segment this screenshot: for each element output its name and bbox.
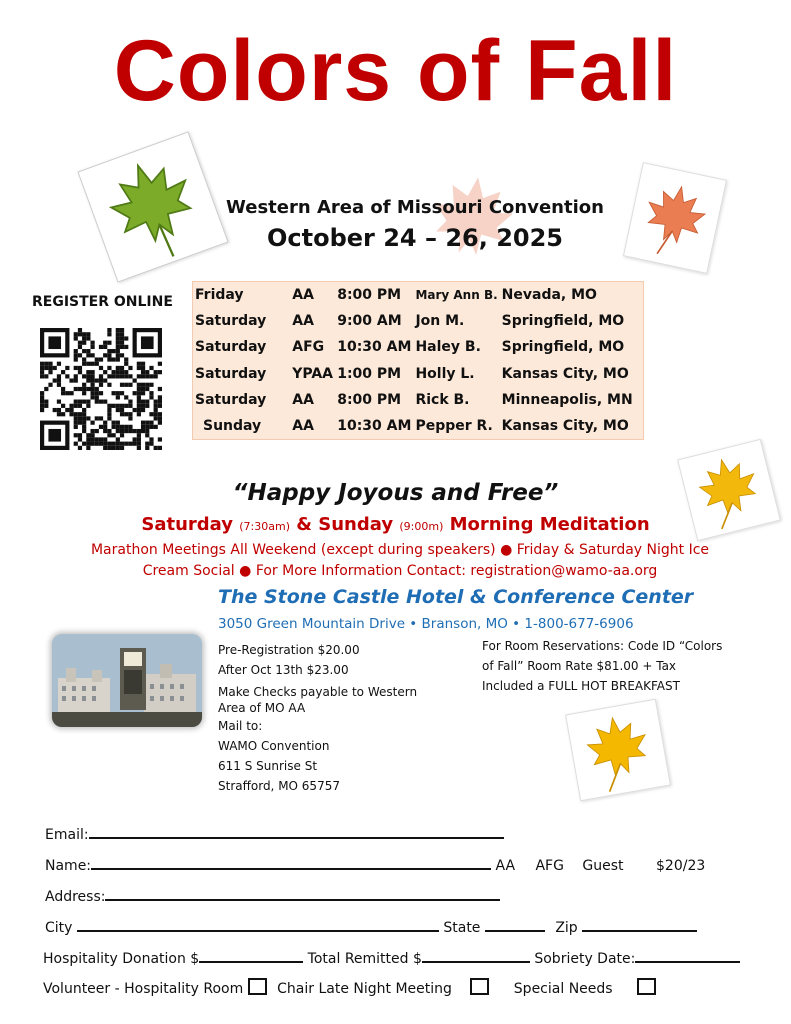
schedule-location: Kansas City, MO	[501, 417, 629, 434]
schedule-group: AFG	[292, 339, 325, 356]
sobriety-date-label: Sobriety Date:	[534, 951, 636, 967]
hospitality-room-checkbox[interactable]	[248, 978, 267, 995]
register-online-label: REGISTER ONLINE	[32, 294, 173, 310]
zip-label: Zip	[555, 920, 578, 936]
hospitality-donation-label: Hospitality Donation $	[43, 951, 200, 967]
schedule-group: YPAA	[292, 365, 334, 382]
schedule-group: AA	[292, 287, 314, 304]
email-field[interactable]	[89, 823, 504, 839]
aa-option[interactable]: AA	[495, 858, 516, 874]
schedule-day: Friday	[195, 287, 244, 304]
schedule-time: 10:30 AM	[337, 417, 412, 434]
meditation-saturday-time: (7:30am)	[239, 520, 291, 533]
schedule-day: Sunday	[203, 417, 262, 434]
schedule-speaker: Holly L.	[415, 365, 475, 382]
state-field[interactable]	[485, 916, 545, 932]
checks-payable-line: Area of MO AA	[218, 701, 306, 715]
schedule-group: AA	[292, 391, 314, 408]
schedule-location: Minneapolis, MN	[501, 391, 633, 408]
hotel-name: The Stone Castle Hotel & Conference Center	[218, 586, 694, 608]
name-field[interactable]	[91, 854, 491, 870]
room-reservation-line: For Room Reservations: Code ID “Colors	[482, 639, 723, 653]
meditation-sunday-time: (9:00m)	[399, 520, 444, 533]
schedule-speaker: Jon M.	[415, 313, 465, 330]
city-field[interactable]	[77, 916, 439, 932]
mail-city: Strafford, MO 65757	[218, 779, 340, 793]
total-remitted-label: Total Remitted $	[307, 951, 422, 967]
convention-dates: October 24 – 26, 2025	[266, 224, 563, 252]
convention-theme: “Happy Joyous and Free”	[232, 480, 559, 506]
chair-meeting-label: Chair Late Night Meeting	[277, 981, 452, 997]
mail-name: WAMO Convention	[218, 739, 330, 753]
late-registration-price: After Oct 13th $23.00	[218, 663, 349, 677]
hotel-photo	[52, 634, 202, 727]
schedule-speaker: Haley B.	[415, 339, 481, 356]
qr-code-icon[interactable]	[40, 328, 162, 450]
schedule-location: Springfield, MO	[501, 339, 625, 356]
red-maple-leaf-icon	[623, 162, 727, 274]
total-remitted-field[interactable]	[422, 947, 530, 963]
schedule-speaker: Pepper R.	[415, 417, 493, 434]
hotel-address: 3050 Green Mountain Drive • Branson, MO • 1-800-677-6906	[218, 616, 634, 632]
schedule-location: Nevada, MO	[501, 287, 597, 304]
meditation-saturday: Saturday	[141, 514, 233, 535]
email-row	[45, 823, 504, 843]
schedule-day: Saturday	[195, 365, 267, 382]
registration-pricing	[218, 640, 438, 796]
meditation-sunday: & Sunday	[296, 514, 394, 535]
room-reservations	[482, 636, 732, 696]
volunteer-row	[43, 978, 656, 997]
state-label: State	[443, 920, 481, 936]
marathon-line: Marathon Meetings All Weekend (except during speakers) ● Friday & Saturday Night Ice	[90, 542, 710, 558]
hospitality-donation-field[interactable]	[199, 947, 303, 963]
afg-option[interactable]: AFG	[535, 858, 564, 874]
address-field[interactable]	[105, 885, 500, 901]
faded-red-leaf-icon	[397, 157, 547, 285]
schedule-time: 1:00 PM	[337, 365, 402, 382]
table-row	[193, 413, 643, 439]
page-title: Colors of Fall	[113, 23, 678, 119]
address-row	[45, 885, 500, 905]
mail-to-label: Mail to:	[218, 719, 263, 733]
city-label: City	[45, 920, 73, 936]
table-row	[193, 308, 643, 334]
speaker-schedule	[192, 281, 644, 440]
schedule-day: Saturday	[195, 339, 267, 356]
schedule-time: 8:00 PM	[337, 391, 402, 408]
schedule-time: 9:00 AM	[337, 313, 402, 330]
schedule-table	[193, 282, 643, 439]
convention-subtitle: Western Area of Missouri Convention	[226, 197, 604, 218]
marathon-line: Cream Social ● For More Information Contact: registration@wamo-aa.org	[142, 563, 658, 579]
table-row	[193, 282, 643, 308]
name-label: Name:	[45, 858, 92, 874]
schedule-location: Springfield, MO	[501, 313, 625, 330]
table-row	[193, 334, 643, 360]
schedule-speaker: Rick B.	[415, 391, 470, 408]
checks-payable-line: Make Checks payable to Western	[218, 685, 418, 699]
sobriety-date-field[interactable]	[635, 947, 740, 963]
registration-price: $20/23	[656, 858, 706, 874]
room-reservation-line: of Fall” Room Rate $81.00 + Tax	[482, 659, 677, 673]
mailing-address	[218, 716, 438, 796]
city-row	[45, 916, 697, 936]
room-reservation-line: Included a FULL HOT BREAKFAST	[482, 679, 680, 693]
donation-row	[43, 947, 740, 967]
schedule-location: Kansas City, MO	[501, 365, 629, 382]
address-label: Address:	[45, 889, 106, 905]
guest-option[interactable]: Guest	[582, 858, 624, 874]
name-row	[45, 854, 705, 874]
schedule-group: AA	[292, 313, 314, 330]
marathon-info	[40, 540, 760, 582]
table-row	[193, 387, 643, 413]
schedule-group: AA	[292, 417, 314, 434]
special-needs-label: Special Needs	[513, 981, 613, 997]
meditation-label: Morning Meditation	[449, 514, 650, 535]
chair-meeting-checkbox[interactable]	[470, 978, 489, 995]
volunteer-label: Volunteer - Hospitality Room	[43, 981, 244, 997]
schedule-day: Saturday	[195, 391, 267, 408]
pre-registration-price: Pre-Registration $20.00	[218, 643, 360, 657]
table-row	[193, 360, 643, 386]
zip-field[interactable]	[582, 916, 697, 932]
schedule-time: 8:00 PM	[337, 287, 402, 304]
yellow-maple-leaf-icon	[565, 699, 671, 802]
special-needs-checkbox[interactable]	[637, 978, 656, 995]
mail-street: 611 S Sunrise St	[218, 759, 318, 773]
email-label: Email:	[45, 827, 89, 843]
schedule-time: 10:30 AM	[337, 339, 412, 356]
morning-meditation	[0, 514, 791, 535]
schedule-day: Saturday	[195, 313, 267, 330]
checks-payable	[218, 684, 438, 716]
schedule-speaker: Mary Ann B.	[415, 288, 498, 303]
